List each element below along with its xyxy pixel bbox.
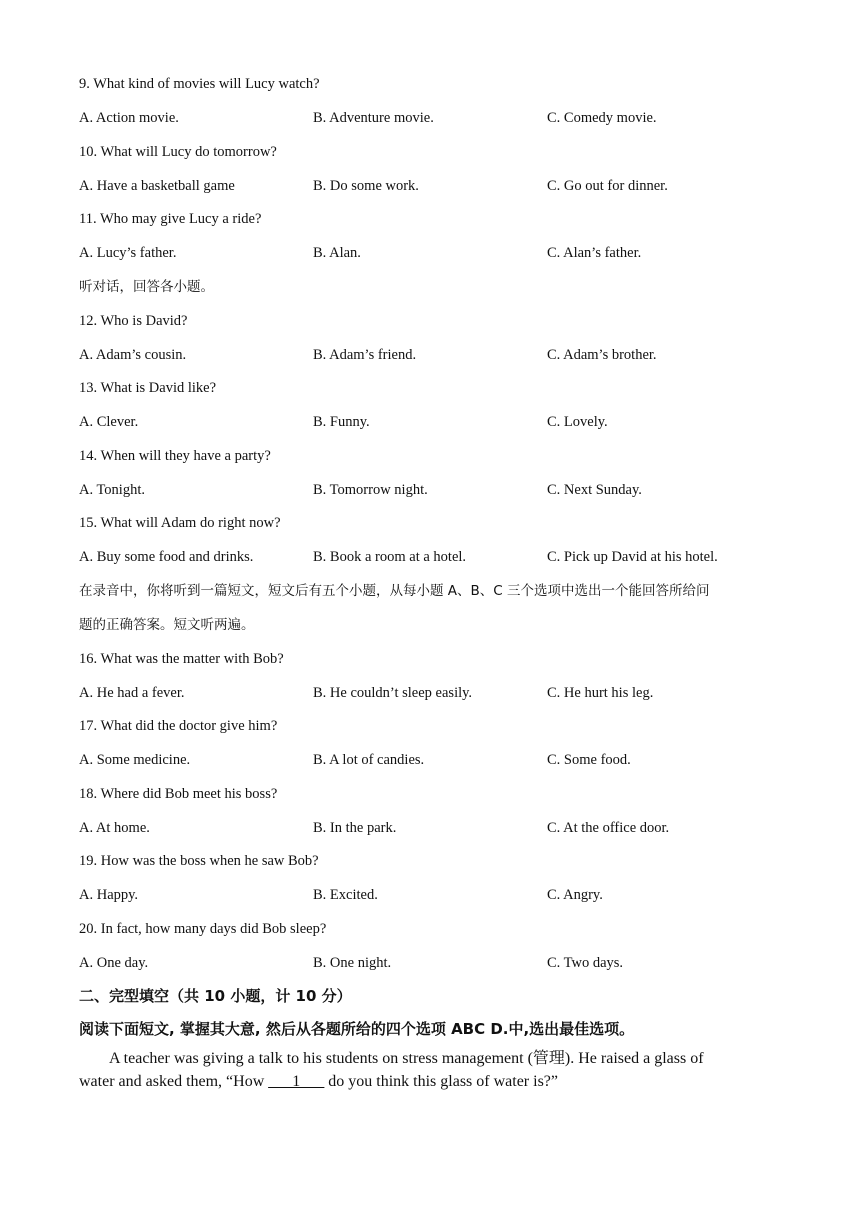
option-c: C. Two days.	[547, 955, 624, 971]
option-b: B. Do some work.	[313, 178, 419, 194]
option-c: C. Adam’s brother.	[547, 347, 657, 363]
option-b: B. A lot of candies.	[313, 752, 425, 768]
section-heading: 二、完型填空（共 10 小题，计 10 分）	[79, 987, 352, 1005]
option-b: B. Tomorrow night.	[313, 482, 428, 498]
question-18: 18. Where did Bob meet his boss?	[79, 786, 278, 802]
option-a: A. Have a basketball game	[79, 178, 235, 194]
question-9: 9. What kind of movies will Lucy watch?	[79, 76, 320, 92]
option-a: A. Clever.	[79, 414, 139, 430]
option-c: C. Next Sunday.	[547, 482, 642, 498]
option-b: B. One night.	[313, 955, 392, 971]
option-a: A. Some medicine.	[79, 752, 191, 768]
passage-instruction-line1: 在录音中，你将听到一篇短文，短文后有五个小题，从每小题 A、B、C 三个选项中选出一个能回答所给问	[79, 583, 710, 599]
option-a: A. He had a fever.	[79, 685, 185, 701]
question-20: 20. In fact, how many days did Bob sleep?	[79, 921, 327, 937]
option-c: C. Some food.	[547, 752, 631, 768]
passage-instruction-line2: 题的正确答案。短文听两遍。	[79, 617, 255, 633]
option-a: A. Buy some food and drinks.	[79, 549, 254, 565]
option-b: B. Funny.	[313, 414, 370, 430]
option-b: B. Alan.	[313, 245, 361, 261]
passage-text: water and asked them, “How	[79, 1073, 269, 1090]
option-a: A. One day.	[79, 955, 149, 971]
option-a: A. Happy.	[79, 887, 139, 903]
question-19: 19. How was the boss when he saw Bob?	[79, 853, 319, 869]
option-c: C. Angry.	[547, 887, 603, 903]
cloze-passage	[79, 1047, 769, 1093]
option-c: C. At the office door.	[547, 820, 670, 836]
option-a: A. Action movie.	[79, 110, 179, 126]
passage-line-2	[79, 1070, 769, 1093]
section-instruction: 阅读下面短文, 掌握其大意, 然后从各题所给的四个选项 ABC D.中,选出最佳选项。	[79, 1020, 635, 1038]
option-c: C. Go out for dinner.	[547, 178, 668, 194]
question-13: 13. What is David like?	[79, 380, 217, 396]
question-14: 14. When will they have a party?	[79, 448, 271, 464]
option-b: B. Excited.	[313, 887, 378, 903]
blank-1: ___1___	[268, 1073, 325, 1090]
option-a: A. Tonight.	[79, 482, 145, 498]
option-c: C. Lovely.	[547, 414, 608, 430]
option-c: C. Pick up David at his hotel.	[547, 549, 718, 565]
option-c: C. Comedy movie.	[547, 110, 657, 126]
option-b: B. He couldn’t sleep easily.	[313, 685, 473, 701]
option-c: C. Alan’s father.	[547, 245, 642, 261]
option-a: A. At home.	[79, 820, 150, 836]
question-12: 12. Who is David?	[79, 313, 188, 329]
option-a: A. Lucy’s father.	[79, 245, 177, 261]
question-17: 17. What did the doctor give him?	[79, 718, 278, 734]
question-15: 15. What will Adam do right now?	[79, 515, 281, 531]
option-b: B. Book a room at a hotel.	[313, 549, 467, 565]
option-b: B. Adam’s friend.	[313, 347, 417, 363]
question-10: 10. What will Lucy do tomorrow?	[79, 144, 277, 160]
dialogue-instruction: 听对话，回答各小题。	[79, 279, 214, 295]
passage-line-1: A teacher was giving a talk to his students on stress management (管理). He raised a glass of	[109, 1050, 704, 1067]
option-b: B. Adventure movie.	[313, 110, 434, 126]
question-11: 11. Who may give Lucy a ride?	[79, 211, 262, 227]
option-b: B. In the park.	[313, 820, 397, 836]
option-c: C. He hurt his leg.	[547, 685, 654, 701]
question-16: 16. What was the matter with Bob?	[79, 651, 284, 667]
option-a: A. Adam’s cousin.	[79, 347, 187, 363]
passage-text: do you think this glass of water is?”	[324, 1073, 559, 1090]
